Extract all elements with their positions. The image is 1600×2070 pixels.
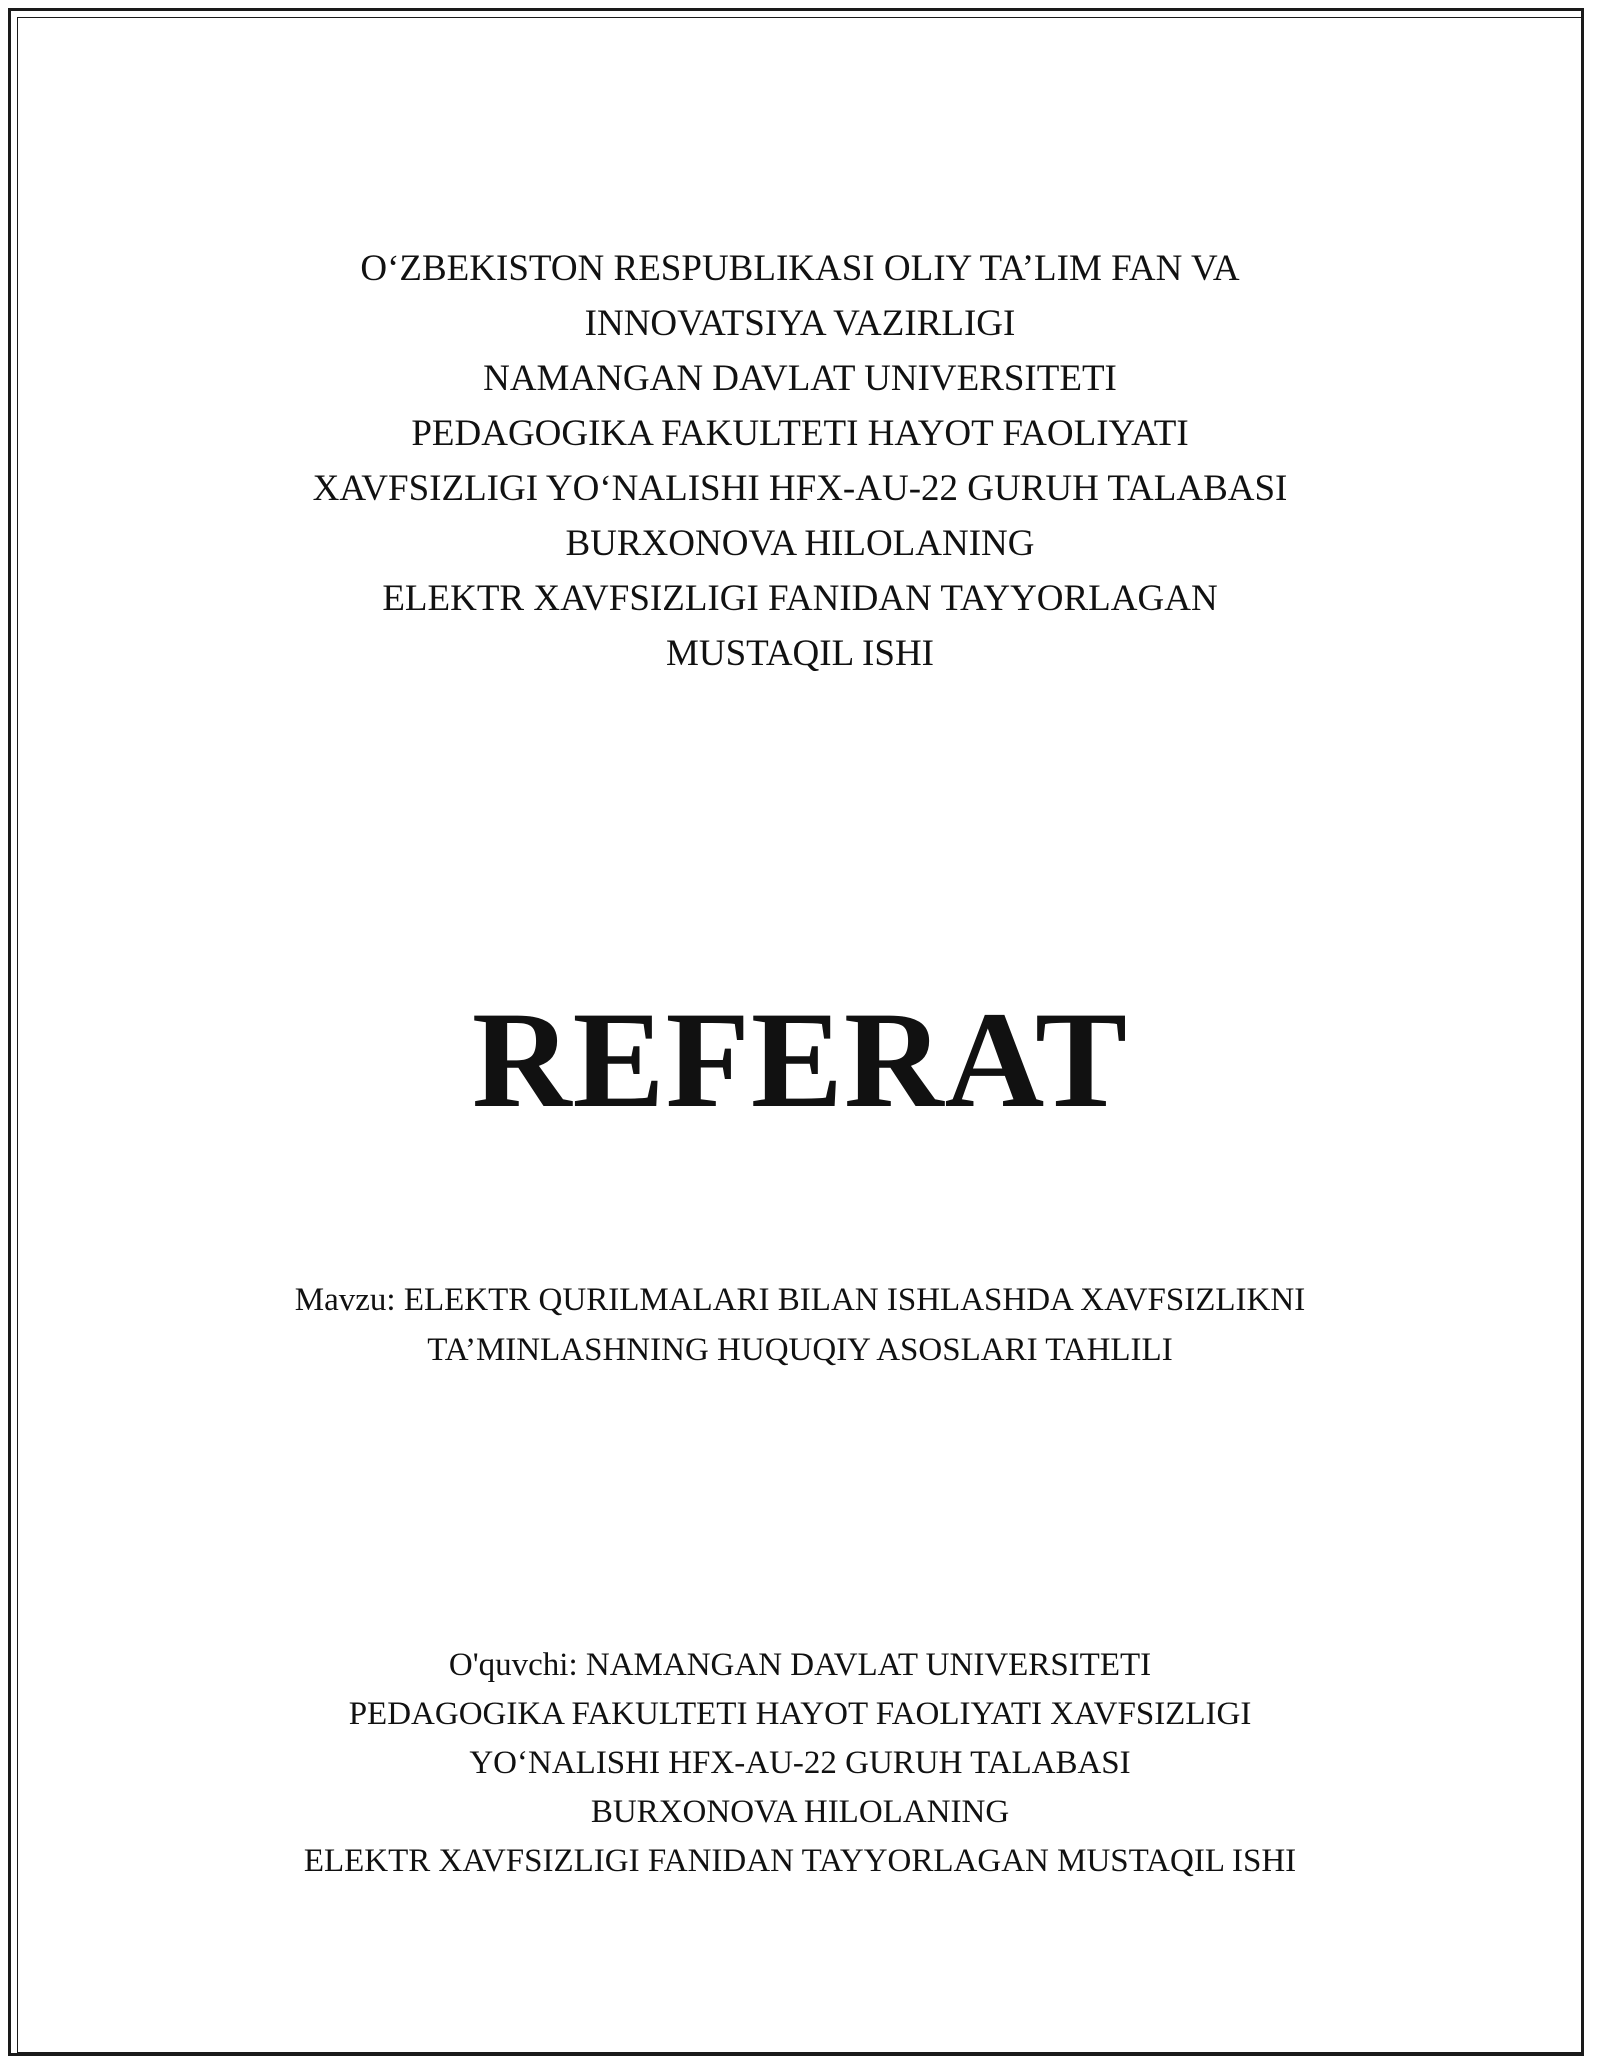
student-line: BURXONOVA HILOLANING	[590, 1794, 1010, 1830]
student-line: ELEKTR XAVFSIZLIGI FANIDAN TAYYORLAGAN MUSTAQIL ISHI	[303, 1843, 1297, 1879]
header-line: MUSTAQIL ISHI	[665, 633, 934, 674]
student-section	[0, 1641, 1600, 1886]
header-line: ELEKTR XAVFSIZLIGI FANIDAN TAYYORLAGAN	[382, 578, 1218, 619]
header-line: PEDAGOGIKA FAKULTETI HAYOT FAOLIYATI	[411, 413, 1189, 454]
topic-line: Mavzu: ELEKTR QURILMALARI BILAN ISHLASHDA XAVFSIZLIKNI	[294, 1282, 1306, 1318]
topic-section	[0, 1275, 1600, 1375]
institution-header	[0, 241, 1600, 681]
student-line: O'quvchi: NAMANGAN DAVLAT UNIVERSITETI	[448, 1647, 1152, 1683]
header-line: O‘ZBEKISTON RESPUBLIKASI OLIY TA’LIM FAN VA	[360, 248, 1240, 289]
student-line: PEDAGOGIKA FAKULTETI HAYOT FAOLIYATI XAVFSIZLIGI	[348, 1696, 1252, 1732]
header-line: NAMANGAN DAVLAT UNIVERSITETI	[483, 358, 1117, 399]
header-line: XAVFSIZLIGI YO‘NALISHI HFX-AU-22 GURUH TALABASI	[312, 468, 1288, 509]
topic-line: TA’MINLASHNING HUQUQIY ASOSLARI TAHLILI	[427, 1332, 1173, 1368]
header-line: BURXONOVA HILOLANING	[565, 523, 1035, 564]
student-line: YO‘NALISHI HFX-AU-22 GURUH TALABASI	[469, 1745, 1131, 1781]
document-title: REFERAT	[471, 983, 1129, 1136]
header-line: INNOVATSIYA VAZIRLIGI	[584, 303, 1016, 344]
